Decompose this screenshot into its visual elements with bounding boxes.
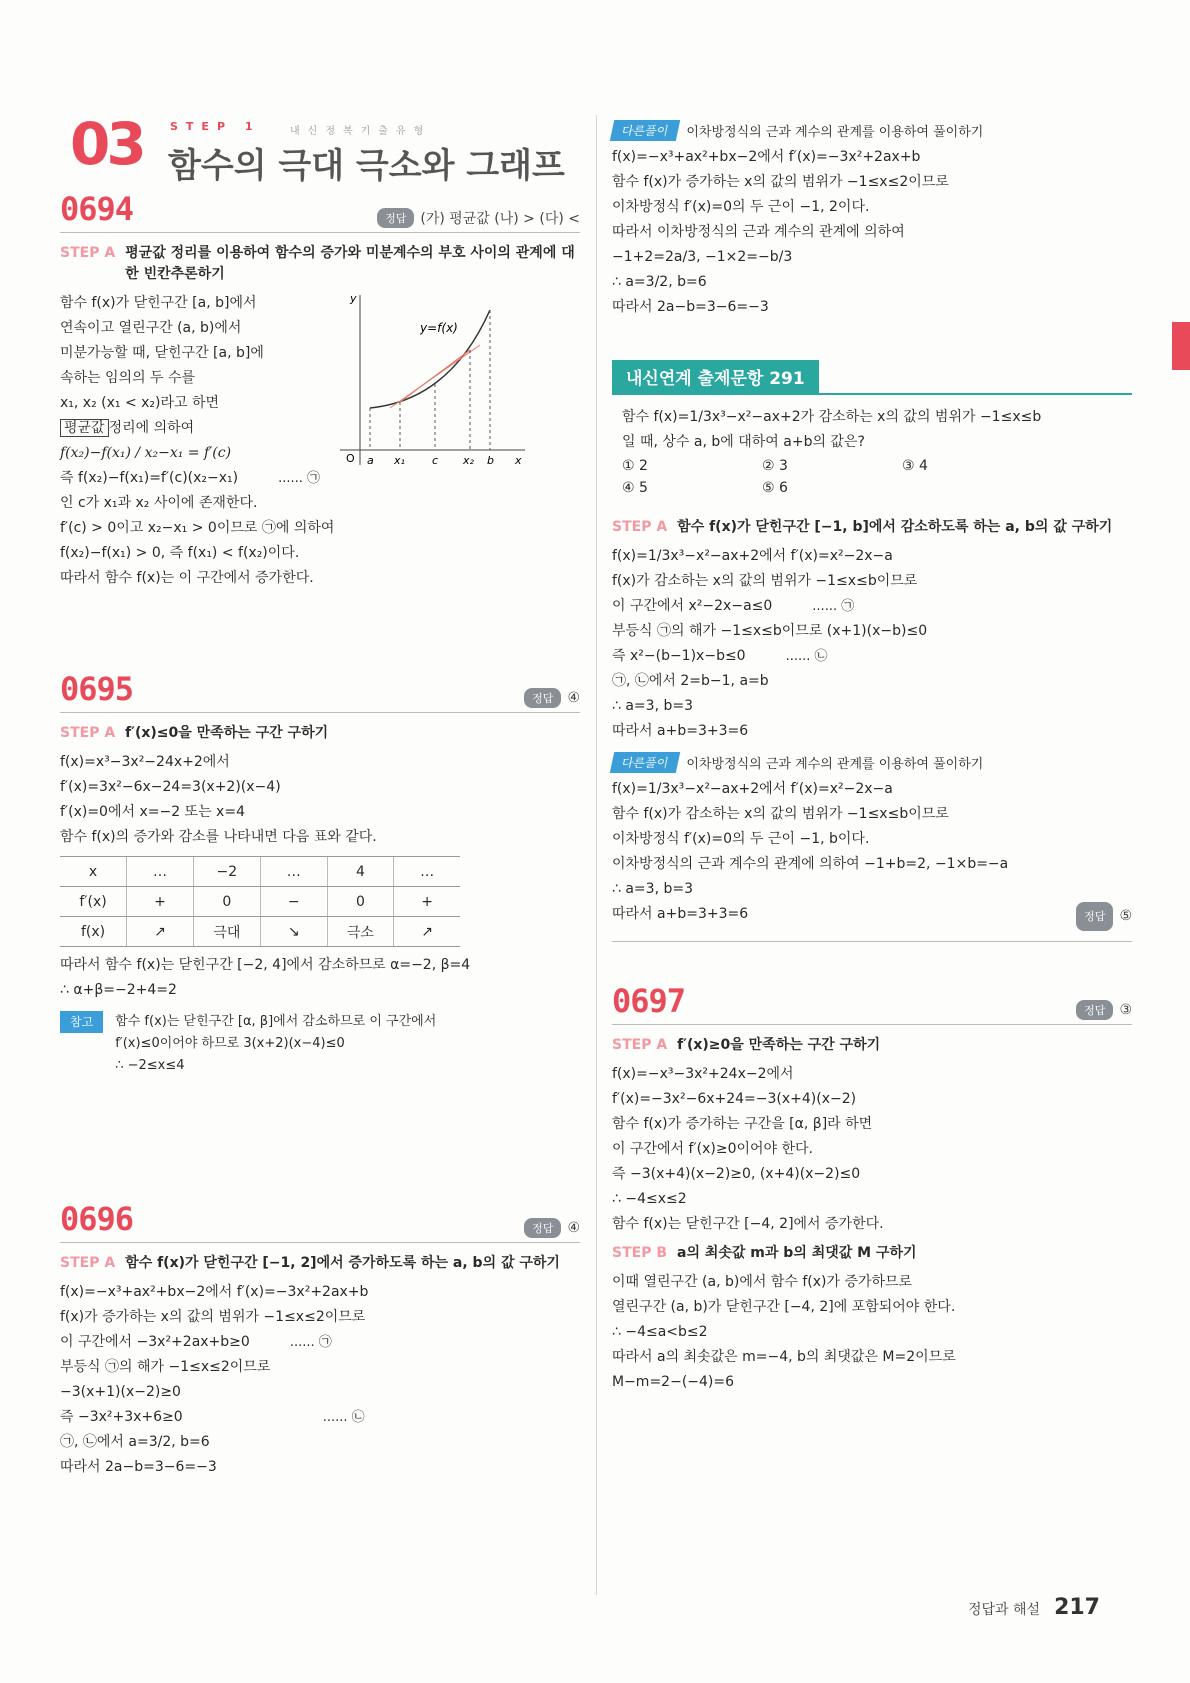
answer-text: (가) 평균값 (나) > (다) < — [420, 211, 580, 227]
alt-title: 이차방정식의 근과 계수의 관계를 이용하여 풀이하기 — [686, 757, 984, 772]
text-line: 부등식 ㉠의 해가 −1≤x≤2이므로 — [60, 1359, 271, 1375]
alt-title: 이차방정식의 근과 계수의 관계를 이용하여 풀이하기 — [686, 125, 984, 140]
text-line: 따라서 2a−b=3−6=−3 — [612, 299, 769, 315]
axis-y: y — [350, 292, 357, 305]
mark: ...... ㉡ — [322, 1410, 365, 1425]
alt-tag: 다른풀이 — [610, 752, 681, 773]
text-line: f′(x)=−3x²−6x+24=−3(x+4)(x−2) — [612, 1091, 857, 1107]
mvt-graph — [330, 290, 530, 470]
text-line: 함수 f(x)가 증가하는 x의 값의 범위가 −1≤x≤2이므로 — [612, 174, 949, 190]
answer-badge: 정답 — [524, 1218, 561, 1238]
question-line: 일 때, 상수 a, b에 대하여 a+b의 값은? — [622, 434, 865, 450]
text-line: f′(x)=0에서 x=−2 또는 x=4 — [60, 804, 245, 820]
text-line: 이때 열린구간 (a, b)에서 함수 f(x)가 증가하므로 — [612, 1274, 913, 1290]
text: 이 구간에서 −3x²+2ax+b≥0 — [60, 1334, 250, 1350]
naesin-label: 내신연계 출제문항 291 — [612, 360, 819, 393]
cell: − — [260, 887, 327, 917]
chapter-title: 함수의 극대 극소와 그래프 — [168, 146, 565, 186]
answer-badge: 정답 — [1076, 902, 1113, 931]
note-line: 함수 f(x)는 닫힌구간 [α, β]에서 감소하므로 이 구간에서 — [115, 1014, 437, 1029]
text-line: ㉠, ㉡에서 a=3/2, b=6 — [60, 1434, 210, 1450]
blank-box: 평균값 — [60, 419, 109, 437]
text: 따라서 a+b=3+3=6 — [612, 906, 749, 922]
problem-number: 0696 — [60, 1200, 134, 1238]
step-title: 함수 f(x)가 닫힌구간 [−1, b]에서 감소하도록 하는 a, b의 값 구하기 — [677, 519, 1113, 535]
mark: ...... ㉠ — [278, 471, 321, 486]
cell: + — [127, 887, 194, 917]
text-line: f(x)=1/3x³−x²−ax+2에서 f′(x)=x²−2x−a — [612, 781, 893, 797]
chapter-header — [60, 110, 580, 186]
text-line: f(x)=x³−3x²−24x+2에서 — [60, 754, 230, 770]
text-line: 미분가능할 때, 닫힌구간 [a, b]에 — [60, 345, 264, 361]
text-line: 따라서 함수 f(x)는 이 구간에서 증가한다. — [60, 570, 314, 586]
problem-number: 0695 — [60, 670, 134, 708]
text-line: 함수 f(x)가 감소하는 x의 값의 범위가 −1≤x≤b이므로 — [612, 806, 949, 822]
step-title: a의 최솟값 m과 b의 최댓값 M 구하기 — [677, 1245, 917, 1261]
note-tag: 참고 — [60, 1011, 103, 1033]
cell: 극소 — [327, 917, 394, 947]
step-tag: STEP A — [612, 519, 668, 535]
text-line: f(x)=1/3x³−x²−ax+2에서 f′(x)=x²−2x−a — [612, 548, 893, 564]
table-row — [60, 917, 460, 947]
alt-solution-0696 — [612, 120, 1132, 320]
left-column — [60, 110, 580, 1480]
step-tag: STEP A — [60, 1255, 116, 1271]
page-footer — [968, 1595, 1100, 1620]
alt-tag: 다른풀이 — [610, 120, 681, 141]
text-line: 따라서 이차방정식의 근과 계수의 관계에 의하여 — [612, 224, 905, 240]
text-line: 따라서 2a−b=3−6=−3 — [60, 1459, 217, 1475]
cell: 4 — [327, 857, 394, 887]
axis-b: b — [487, 454, 494, 467]
text-line: 따라서 a의 최솟값은 m=−4, b의 최댓값은 M=2이므로 — [612, 1349, 956, 1365]
curve-label: y=f(x) — [420, 321, 458, 335]
problem-0696 — [60, 1140, 580, 1480]
mark: ...... ㉠ — [289, 1335, 332, 1350]
text-line: ∴ −4≤x≤2 — [612, 1191, 687, 1207]
text-line: f(x)=−x³+ax²+bx−2에서 f′(x)=−3x²+2ax+b — [60, 1284, 369, 1300]
footer-label: 정답과 해설 — [967, 1602, 1041, 1618]
naesin-solution — [612, 517, 1132, 942]
question-line: 함수 f(x)=1/3x³−x²−ax+2가 감소하는 x의 값의 범위가 −1≤x≤b — [622, 409, 1042, 425]
text-line: ㉠, ㉡에서 2=b−1, a=b — [612, 673, 769, 689]
cell: ↘ — [260, 917, 327, 947]
cell: + — [394, 887, 460, 917]
text-line: 부등식 ㉠의 해가 −1≤x≤b이므로 (x+1)(x−b)≤0 — [612, 623, 928, 639]
increase-table — [60, 856, 460, 947]
text-line: f(x)=−x³+ax²+bx−2에서 f′(x)=−3x²+2ax+b — [612, 149, 921, 165]
answer-badge: 정답 — [1076, 1000, 1113, 1020]
text-line: 따라서 함수 f(x)는 닫힌구간 [−2, 4]에서 감소하므로 α=−2, β=4 — [60, 957, 471, 973]
cell: … — [127, 857, 194, 887]
text-line: 이 구간에서 f′(x)≥0이어야 한다. — [612, 1141, 813, 1157]
answer-badge: 정답 — [524, 688, 561, 708]
text-line: f(x)=−x³−3x²+24x−2에서 — [612, 1066, 794, 1082]
text: 이 구간에서 x²−2x−a≤0 — [612, 598, 773, 614]
note-line: ∴ −2≤x≤4 — [115, 1058, 185, 1073]
step-label: STEP 1 — [170, 120, 261, 133]
cell: … — [260, 857, 327, 887]
mark: ...... ㉡ — [785, 649, 828, 664]
naesin-question — [622, 405, 1132, 455]
chapter-number: 03 — [70, 110, 143, 178]
text-line: 이차방정식의 근과 계수의 관계에 의하여 −1+b=2, −1×b=−a — [612, 856, 1009, 872]
cell: 극대 — [193, 917, 260, 947]
answer-text: ④ — [567, 690, 580, 706]
cell: ↗ — [394, 917, 460, 947]
text-line: 즉 −3(x+4)(x−2)≥0, (x+4)(x−2)≤0 — [612, 1166, 861, 1182]
note-box — [60, 1011, 580, 1077]
text-line: 연속이고 열린구간 (a, b)에서 — [60, 320, 242, 336]
text-line: −1+2=2a/3, −1×2=−b/3 — [612, 249, 793, 265]
text-line: f′(x)=3x²−6x−24=3(x+2)(x−4) — [60, 779, 281, 795]
text-line: 따라서 a+b=3+3=6 — [612, 723, 749, 739]
text: 즉 x²−(b−1)x−b≤0 — [612, 648, 746, 664]
choice[interactable]: ② 3 — [762, 458, 788, 474]
text: 즉 −3x²+3x+6≥0 — [60, 1409, 183, 1425]
text-line: ∴ a=3/2, b=6 — [612, 274, 707, 290]
text-line: 함수 f(x)는 닫힌구간 [−4, 2]에서 증가한다. — [612, 1216, 884, 1232]
cell: −2 — [193, 857, 260, 887]
text-line: −3(x+1)(x−2)≥0 — [60, 1384, 181, 1400]
text-line: M−m=2−(−4)=6 — [612, 1374, 735, 1390]
text-line: 속하는 임의의 두 수를 — [60, 370, 196, 386]
problem-0697 — [612, 942, 1132, 1395]
problem-number: 0697 — [612, 982, 686, 1020]
choice[interactable]: ⑤ 6 — [762, 480, 788, 496]
step-tag: STEP B — [612, 1245, 668, 1261]
text-line: ∴ a=3, b=3 — [612, 698, 693, 714]
answer — [1076, 902, 1132, 931]
axis-c: c — [432, 454, 439, 467]
answer — [1076, 1000, 1132, 1020]
answer-badge: 정답 — [377, 208, 414, 228]
text-line: f′(c) > 0이고 x₂−x₁ > 0이므로 ㉠에 의하여 — [60, 520, 335, 536]
answer-text: ④ — [567, 1220, 580, 1236]
naesin-header — [612, 360, 1132, 395]
text-line: 함수 f(x)가 증가하는 구간을 [α, β]라 하면 — [612, 1116, 873, 1132]
cell: ↗ — [127, 917, 194, 947]
problem-0694 — [60, 190, 580, 630]
cell: 0 — [327, 887, 394, 917]
answer-text: ③ — [1119, 1002, 1132, 1018]
axis-x1: x₁ — [394, 454, 405, 467]
cell: 0 — [193, 887, 260, 917]
text-line: f(x₂)−f(x₁) > 0, 즉 f(x₁) < f(x₂)이다. — [60, 545, 300, 561]
axis-x2: x₂ — [463, 454, 474, 467]
step-title: 함수 f(x)가 닫힌구간 [−1, 2]에서 증가하도록 하는 a, b의 값 구하기 — [125, 1255, 560, 1271]
cell: f′(x) — [60, 887, 127, 917]
text-line: 인 c가 x₁과 x₂ 사이에 존재한다. — [60, 495, 258, 511]
fraction-line: f(x₂)−f(x₁) / x₂−x₁ = f′(c) — [60, 445, 232, 461]
step-tag: STEP A — [60, 725, 116, 741]
text-line: 함수 f(x)의 증가와 감소를 나타내면 다음 표와 같다. — [60, 829, 377, 845]
page-number: 217 — [1054, 1595, 1100, 1620]
answer — [524, 688, 580, 708]
problem-0695 — [60, 630, 580, 1140]
text-line: x₁, x₂ (x₁ < x₂)라고 하면 — [60, 395, 220, 411]
table-row — [60, 887, 460, 917]
step-title: 평균값 정리를 이용하여 함수의 증가와 미분계수의 부호 사이의 관계에 대한 빈칸추론하기 — [125, 245, 575, 282]
side-tab — [1172, 322, 1190, 370]
text-line: f(x)가 감소하는 x의 값의 범위가 −1≤x≤b이므로 — [612, 573, 918, 589]
text-line: 함수 f(x)가 닫힌구간 [a, b]에서 — [60, 295, 257, 311]
text: 정리에 의하여 — [108, 420, 195, 436]
choice[interactable]: ③ 4 — [902, 458, 928, 474]
problem-number: 0694 — [60, 190, 134, 228]
column-divider — [596, 115, 597, 1595]
cell: x — [60, 857, 127, 887]
step-title: f′(x)≤0을 만족하는 구간 구하기 — [125, 725, 329, 741]
step-tag: STEP A — [612, 1037, 668, 1053]
choices — [622, 455, 1132, 499]
mark: ...... ㉠ — [812, 599, 855, 614]
text-line: 이차방정식 f′(x)=0의 두 근이 −1, b이다. — [612, 831, 870, 847]
answer — [524, 1218, 580, 1238]
cell: … — [394, 857, 460, 887]
answer — [377, 208, 580, 228]
answer-text: ⑤ — [1119, 908, 1132, 924]
right-column — [612, 120, 1132, 1395]
table-row — [60, 857, 460, 887]
choice[interactable]: ① 2 — [622, 458, 648, 474]
text-line: ∴ a=3, b=3 — [612, 881, 693, 897]
step-tag: STEP A — [60, 245, 116, 261]
text-line: ∴ −4≤a<b≤2 — [612, 1324, 708, 1340]
text-line: ∴ α+β=−2+4=2 — [60, 982, 177, 998]
axis-a: a — [367, 454, 374, 467]
axis-x: x — [515, 454, 522, 467]
step-title: f′(x)≥0을 만족하는 구간 구하기 — [677, 1037, 881, 1053]
text: 즉 f(x₂)−f(x₁)=f′(c)(x₂−x₁) — [60, 470, 239, 486]
note-line: f′(x)≤0이어야 하므로 3(x+2)(x−4)≤0 — [115, 1036, 345, 1051]
cell: f(x) — [60, 917, 127, 947]
text-line: 열린구간 (a, b)가 닫힌구간 [−4, 2]에 포함되어야 한다. — [612, 1299, 956, 1315]
step-sub: 내신정복기출유형 — [290, 126, 432, 137]
text-line: f(x)가 증가하는 x의 값의 범위가 −1≤x≤2이므로 — [60, 1309, 366, 1325]
axis-o: O — [346, 452, 355, 465]
text-line: 이차방정식 f′(x)=0의 두 근이 −1, 2이다. — [612, 199, 870, 215]
choice[interactable]: ④ 5 — [622, 480, 648, 496]
